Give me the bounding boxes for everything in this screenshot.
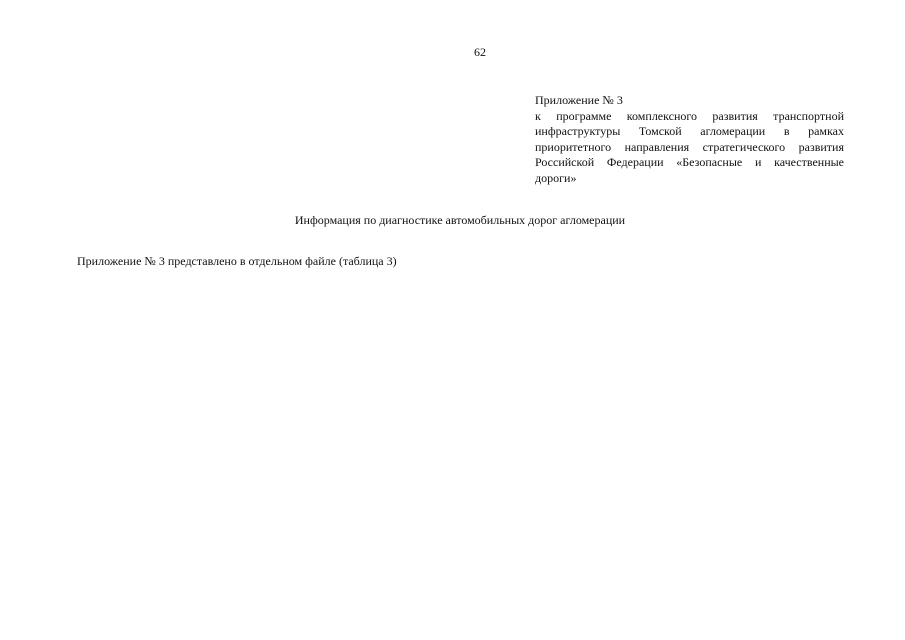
appendix-note: Приложение № 3 представлено в отдельном файле (таблица 3) [77,254,397,268]
appendix-description: к программе комплексного развития транспортной инфраструктуры Томской агломерации в рамках приоритетного направления стратегического развития Российской Федерации «Безопасные и качественные дороги» [535,108,844,185]
appendix-title: Приложение № 3 [535,93,623,107]
page-number: 62 [474,45,486,59]
appendix-header-block [535,93,844,186]
document-heading: Информация по диагностике автомобильных дорог агломерации [294,213,626,227]
